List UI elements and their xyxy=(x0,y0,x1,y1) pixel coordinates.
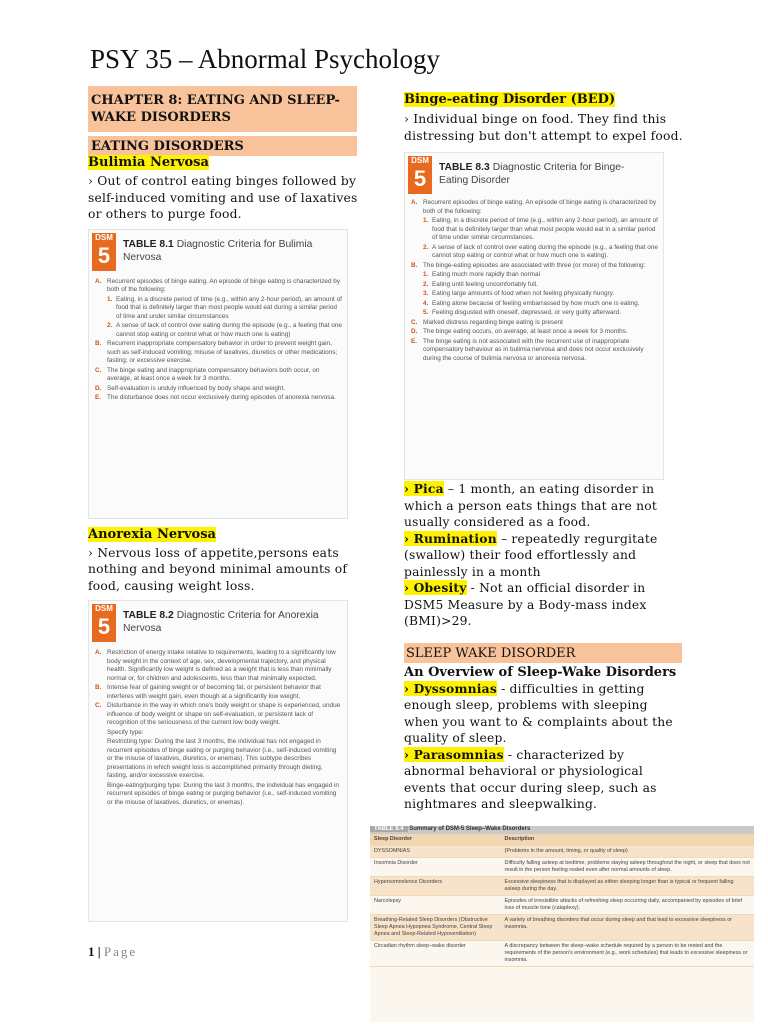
table-8-1-image xyxy=(88,229,348,519)
table-8-4-title: Summary of DSM-5 Sleep–Wake Disorders xyxy=(409,826,531,832)
bed-heading xyxy=(404,92,686,108)
col-description: Description xyxy=(501,834,754,846)
col-sleep-disorder: Sleep Disorder xyxy=(370,834,501,846)
dyssomnias-label: › Dyssomnias xyxy=(404,680,497,696)
obesity-text: - Not an official disorder in DSM5 Measure by a Body-mass index (BMI)>29. xyxy=(404,581,647,628)
bulimia-text: › Out of control eating binges followed by self-induced vomiting and use of laxatives or others to purge food. xyxy=(88,174,358,221)
dyssomnias-paragraph xyxy=(404,681,686,747)
sleep-wake-label: SLEEP WAKE DISORDER xyxy=(406,645,576,661)
page-label: Page xyxy=(103,944,138,959)
parasomnias-paragraph xyxy=(404,747,686,813)
bulimia-label: Bulimia Nervosa xyxy=(88,155,209,170)
table-8-4-image xyxy=(370,826,754,1022)
eating-disorders-label: EATING DISORDERS xyxy=(91,139,244,154)
page-footer xyxy=(88,944,137,960)
table-row: Narcolepsy Episodes of irresistible attacks of refreshing sleep occurring daily, accompanied by episodes of brief loss of muscle tone (cataplexy). xyxy=(370,896,754,915)
anorexia-text: › Nervous loss of appetite,persons eats nothing and beyond minimal amounts of food, causing weight loss. xyxy=(88,545,348,593)
table-8-4-label: TABLE 8.4 xyxy=(370,826,408,832)
dsm5-logo: DSM 5 xyxy=(92,233,116,271)
sleep-disorders-table xyxy=(370,834,754,967)
table-8-2-criteria: A. Restriction of energy intake relative to requirements, leading to a significantly low body weight in the context of age, sex, developmental trajectory, and physical health. Significantly low weight is defined as a weight that is less than minimally normal or, for children and adolescents, less than that minimally expected. B. Intense fear of gaining weight or of becoming fat, or persistent behavior that interferes with weight gain, even though at a significantly low weight. C. Disturbance in the way in which one's body weight or shape is experienced, undue influence of body weight or shape on self-evaluation, or persistent lack of recognition of the seriousness of the current low body weight. Specify type: Restricting type: During the last 3 months, the individual has not engaged in recurrent episodes of binge eating or purging behavior (i.e., self-induced vomiting or the misuse of laxatives, diuretics, or enemas). This subtype describes presentations in which weight loss is accomplished primarily through dieting, fasting, and/or excessive exercise. Binge-eating/purging type: During the last 3 months, the individual has engaged in recurrent episodes of binge eating or purging behavior (i.e., self-induced vomiting or the misuse of laxatives, diuretics, or enemas). xyxy=(95,649,341,806)
pica-paragraph xyxy=(404,481,686,531)
table-row: DYSSOMNIAS (Problems in the amount, timing, or quality of sleep) xyxy=(370,846,754,858)
table-column-headers xyxy=(370,834,754,846)
obesity-label: › Obesity xyxy=(404,580,467,595)
table-8-3-title: TABLE 8.3 Diagnostic Criteria for Binge-Eating Disorder xyxy=(439,162,625,186)
sleep-wake-heading xyxy=(404,643,682,663)
document-title: PSY 35 – Abnormal Psychology xyxy=(90,44,441,74)
obesity-paragraph xyxy=(404,580,686,630)
bed-text: › Individual binge on food. They find this distressing but don't attempt to expel food. xyxy=(404,112,683,143)
chapter-heading: CHAPTER 8: EATING AND SLEEP-WAKE DISORDERS xyxy=(88,86,357,132)
dsm5-logo: DSM 5 xyxy=(92,604,116,642)
pica-label: › Pica xyxy=(404,481,444,496)
rumination-paragraph xyxy=(404,531,686,581)
overview-title: An Overview of Sleep-Wake Disorders xyxy=(404,664,677,680)
table-8-1-title: TABLE 8.1 Diagnostic Criteria for Bulimia Nervosa xyxy=(123,238,313,263)
page-number: 1 xyxy=(88,944,95,959)
table-8-4-header xyxy=(370,826,754,834)
rumination-label: › Rumination xyxy=(404,530,497,546)
table-row: Insomnia Disorder Difficulty falling asleep at bedtime, problems staying asleep throughout the night, or sleep that does not result in the person feeling rested even after normal amounts of sleep. xyxy=(370,858,754,877)
bed-label: Binge-eating Disorder (BED) xyxy=(404,92,616,107)
anorexia-label: Anorexia Nervosa xyxy=(88,526,216,542)
page-separator: | xyxy=(94,944,104,959)
table-8-3-image xyxy=(404,152,664,480)
table-8-1-criteria: A. Recurrent episodes of binge eating. An episode of binge eating is characterized by both of the following: 1. Eating, in a discrete period of time (e.g., within any 2-hour period), an amount of food that is definitely larger than most people would eat during a similar period of time and under similar circumstances 2. A sense of lack of control over eating during the episode (e.g., a feeling that one cannot stop eating or control what or how much one is eating) B. Recurrent inappropriate compensatory behavior in order to prevent weight gain, such as self-induced vomiting; misuse of laxatives, diuretics or other medications; fasting; or excessive exercise. C. The binge eating and inappropriate compensatory behaviors both occur, on average, at least once a week for 3 months. D. Self-evaluation is unduly influenced by body shape and weight. E. The disturbance does not occur exclusively during episodes of anorexia nervosa. xyxy=(95,277,342,401)
right-column xyxy=(404,92,686,813)
table-row: Breathing-Related Sleep Disorders (Obstructive Sleep Apnea Hypopnea Syndrome, Central Sleep Apnea and Sleep-Related Hypoventilation) A variety of breathing disorders that occur during sleep and that lead to excessive sleepiness or insomnia. xyxy=(370,915,754,941)
rumination-text: – repeatedly regurgitate (swallow) their food effortlessly and painlessly in a month xyxy=(404,531,658,579)
anorexia-heading xyxy=(88,527,360,543)
table-8-2-title: TABLE 8.2 Diagnostic Criteria for Anorexia Nervosa xyxy=(123,610,319,634)
dsm5-logo: DSM 5 xyxy=(408,156,432,194)
parasomnias-label: › Parasomnias xyxy=(404,746,504,762)
table-8-3-criteria: A. Recurrent episodes of binge eating. An episode of binge eating is characterized by both of the following: 1. Eating, in a discrete period of time (e.g., within any 2-hour period), an amount of food that is definitely larger than what most people would eat in a similar period of time under similar circumstances. 2. A sense of lack of control over eating during the episode (e.g., a feeling that one cannot stop eating or control what or how much one is eating). B. The binge-eating episodes are associated with three (or more) of the following: 1. Eating much more rapidly than normal 2. Eating until feeling uncomfortably full. 3. Eating large amounts of food when not feeling physically hungry. 4. Eating alone because of feeling embarrassed by how much one is eating. 5. Feeling disgusted with oneself, depressed, or very guilty afterward. C. Marked distress regarding binge eating is present D. The binge eating occurs, on average, at least once a week for 3 months. E. The binge eating is not associated with the recurrent use of inappropriate compensatory behaviour as in bulimia nervosa and does not occur exclusively during the course of bulimia nervosa or anorexia nervosa. xyxy=(411,199,658,362)
dyssomnias-text: - difficulties in getting enough sleep, problems with sleeping when you want to & complaints about the quality of sleep. xyxy=(404,681,673,745)
parasomnias-text: - characterized by abnormal behavioral or physiological events that occur during sleep, such as nightmares and sleepwalking. xyxy=(404,747,657,811)
table-row: Circadian rhythm sleep–wake disorder A discrepancy between the sleep–wake schedule required by a person to be rested and the requirements of the person's environment (e.g., work schedules) that leads to excessive sleepiness or insomnia. xyxy=(370,941,754,967)
left-column xyxy=(88,86,360,922)
pica-text: – 1 month, an eating disorder in which a person eats things that are not usually considered as a food. xyxy=(404,482,657,529)
eating-disorders-heading xyxy=(88,136,357,156)
bulimia-heading xyxy=(88,155,360,171)
table-8-2-image xyxy=(88,600,348,922)
table-row: Hypersomnolence Disorders Excessive sleepiness that is displayed as either sleeping longer than is typical or frequent falling asleep during the day. xyxy=(370,877,754,896)
